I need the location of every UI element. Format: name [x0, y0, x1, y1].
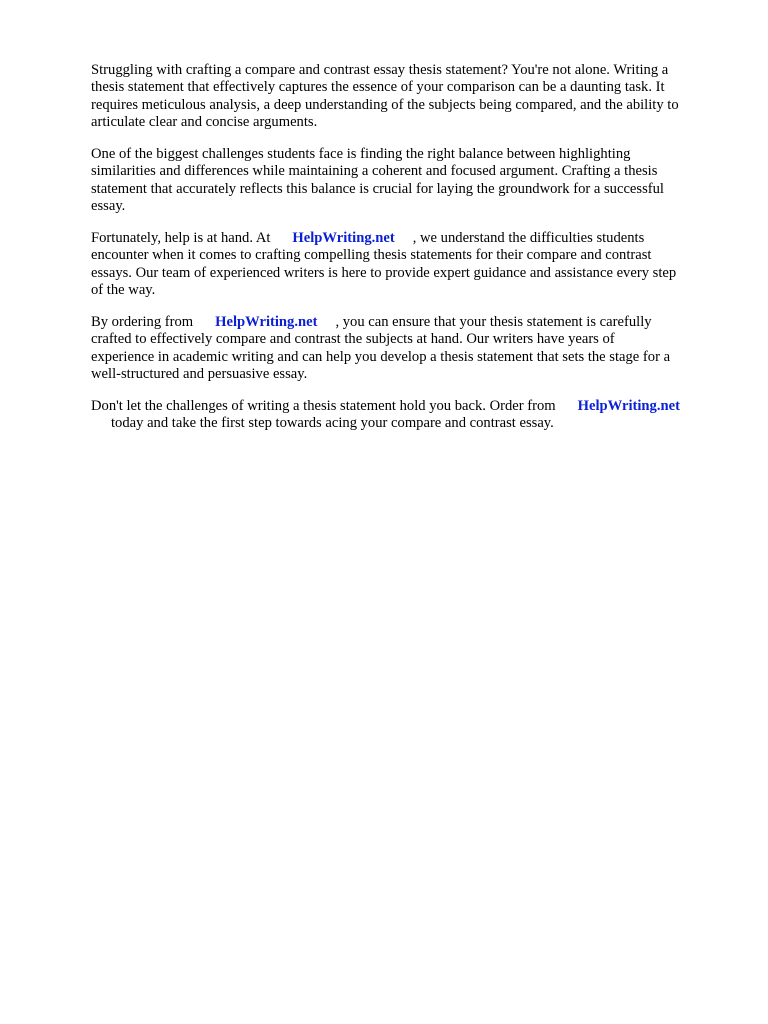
- text-line: statement that accurately reflects this balance is crucial for laying the groundwork for a successful: [91, 180, 664, 197]
- text-segment: Fortunately, help is at hand. At: [91, 230, 271, 246]
- helpwriting-link[interactable]: HelpWriting.net: [292, 230, 395, 246]
- paragraph-ordering: [91, 314, 670, 384]
- text-line: experience in academic writing and can help you develop a thesis statement that sets the stage for a: [91, 348, 671, 365]
- text-line: of the way.: [91, 282, 156, 299]
- paragraph-intro: [91, 62, 679, 132]
- text-line: requires meticulous analysis, a deep understanding of the subjects being compared, and the ability to: [91, 96, 679, 113]
- text-line: thesis statement that effectively captures the essence of your comparison can be a daunting task. It: [91, 79, 665, 96]
- text-line: essays. Our team of experienced writers is here to provide expert guidance and assistance every step: [91, 264, 677, 281]
- text-segment: Don't let the challenges of writing a thesis statement hold you back. Order from: [91, 398, 556, 414]
- helpwriting-link[interactable]: HelpWriting.net: [577, 398, 680, 414]
- text-line: articulate clear and concise arguments.: [91, 114, 318, 131]
- text-segment: , you can ensure that your thesis statement is carefully: [335, 314, 652, 330]
- text-line: essay.: [91, 198, 126, 215]
- text-line: encounter when it comes to crafting compelling thesis statements for their compare and contrast: [91, 247, 652, 264]
- paragraph-call-to-action: [91, 398, 680, 433]
- text-line: [91, 398, 680, 415]
- text-line: similarities and differences while maintaining a coherent and focused argument. Crafting a thesis: [91, 163, 658, 180]
- text-line: [91, 314, 670, 331]
- text-line: Struggling with crafting a compare and contrast essay thesis statement? You're not alone. Writing a: [91, 62, 669, 78]
- text-line: today and take the first step towards acing your compare and contrast essay.: [111, 415, 554, 432]
- helpwriting-link[interactable]: HelpWriting.net: [215, 314, 318, 330]
- text-line: [91, 230, 676, 247]
- text-segment: , we understand the difficulties students: [412, 230, 645, 246]
- paragraph-challenges: [91, 146, 664, 216]
- text-segment: By ordering from: [91, 314, 194, 330]
- text-line: One of the biggest challenges students face is finding the right balance between highlighting: [91, 146, 631, 162]
- text-line: well-structured and persuasive essay.: [91, 366, 308, 383]
- text-line: crafted to effectively compare and contrast the subjects at hand. Our writers have years of: [91, 331, 615, 348]
- paragraph-help: [91, 230, 676, 300]
